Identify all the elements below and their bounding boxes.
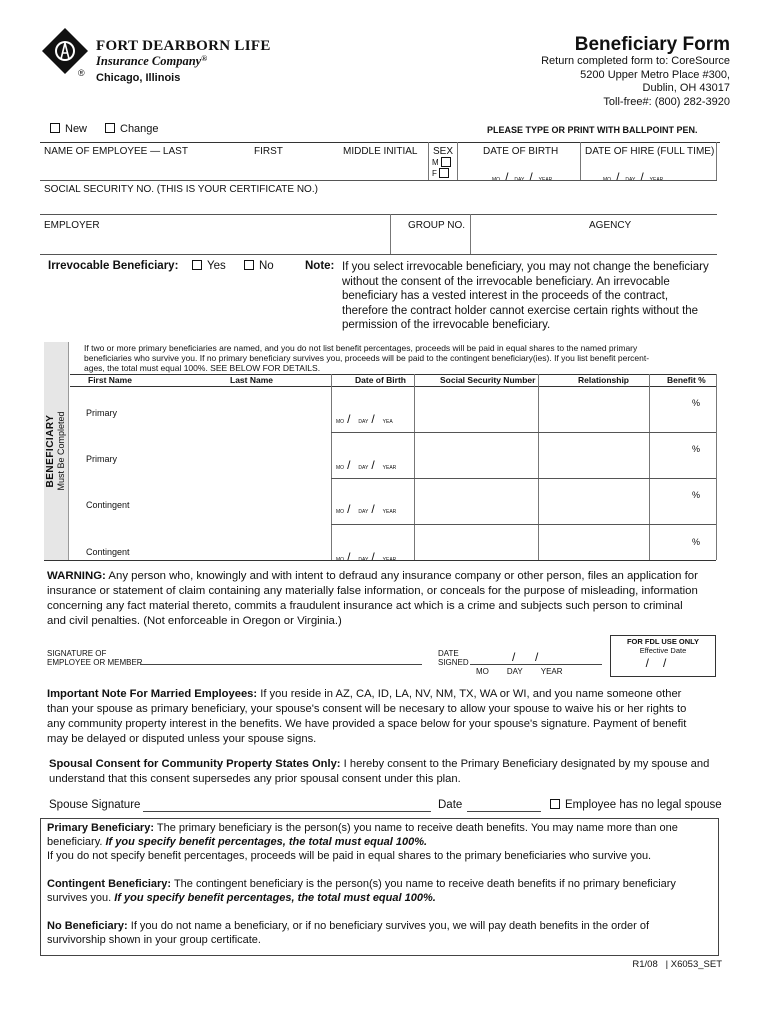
no-label: No [259,260,274,272]
spouse-signature-label: Spouse Signature [49,799,141,811]
dob-date-field[interactable]: MO / DAY / YEAR [492,170,553,184]
irrevocable-yes-option[interactable] [192,260,226,272]
return-line: 5200 Upper Metro Place #300, [580,68,730,81]
date-signed-line[interactable] [470,664,602,665]
beneficiary-dob-field[interactable]: MO / DAY / YEAR [336,458,397,472]
employee-middle-initial-label: MIDDLE INITIAL [343,146,418,157]
col-ssn: Social Security Number [440,375,536,385]
beneficiary-intro: If two or more primary beneficiaries are named, and you do not list benefit percentages, proceeds will be paid in equal shares to the named primary beneficiaries who survive you. If no primary beneficiary survives you, proceeds will be paid to the contingent beneficiary(ies). If you list benefit percent- ages, the total must equal 100%. SEE BELOW FOR DETAILS. [84,343,650,373]
no-legal-spouse-checkbox[interactable] [550,799,560,809]
employee-last-name-label: NAME OF EMPLOYEE — LAST [44,146,188,157]
print-instruction: PLEASE TYPE OR PRINT WITH BALLPOINT PEN. [487,125,698,135]
note-text: If you select irrevocable beneficiary, you may not change the beneficiary without the consent of the irrevocable beneficiary. An irrevocable beneficiary has a vested interest in the proceeds of the contract, therefore the contract holder cannot exercise certain rights without the permission of the irrevocable beneficiary. [342,261,709,331]
change-label: Change [120,123,159,135]
male-label: M [432,158,439,167]
no-legal-spouse-label: Employee has no legal spouse [565,799,722,811]
beneficiary-dob-field[interactable]: MO / DAY / YEAR [336,502,397,516]
contingent-definition: Contingent Beneficiary: The contingent beneficiary is the person(s) you name to receive death benefits if no primary beneficiary survives you. If you specify benefit percentages, the total must equal 100%. [47,878,676,904]
sex-label: SEX [433,146,454,157]
new-label: New [65,123,88,135]
employee-first-name-label: FIRST [254,146,283,157]
col-last-name: Last Name [230,375,273,385]
return-address [541,55,730,109]
company-name: FORT DEARBORN LIFE [96,38,271,54]
married-note: Important Note For Married Employees: If you reside in AZ, CA, ID, LA, NV, NM, TX, WA or WI, and you name someone other than your spouse as primary beneficiary, your spouse's consent will be necesary to allow your spouse to waive his or her rights to any community property interest in the benefits. We have provided a space below for your spouse's signature. Payment of benefit may be delayed or disputed unless your spouse signs. [47,688,687,745]
spousal-consent: Spousal Consent for Community Property States Only: I hereby consent to the Primary Beneficiary designated by my spouse and understand that this consent supersedes any prior spousal consent under this plan. [49,758,710,785]
beneficiary-dob-field[interactable]: MO / DAY / YEAR [336,550,397,564]
female-label: F [432,169,437,178]
company-city: Chicago, Illinois [96,72,181,84]
note-label: Note: [305,260,335,272]
col-first-name: First Name [88,375,132,385]
group-number-label: GROUP NO. [408,220,466,231]
beneficiary-type: Primary [86,408,117,418]
benefit-percent[interactable]: % [692,537,701,547]
col-date-of-birth: Date of Birth [355,375,406,385]
employer-label: EMPLOYER [44,220,100,231]
spouse-signature-line[interactable] [143,811,431,812]
beneficiary-dob-field[interactable]: MO / DAY / YEA [336,412,393,426]
irrevocable-label: Irrevocable Beneficiary: [48,260,179,272]
no-beneficiary-definition: No Beneficiary: If you do not name a beneficiary, or if no beneficiary survives you, we will pay death benefits in the order of survivorship shown in your group certificate. [47,920,650,946]
fdl-use-only-box: FOR FDL USE ONLY Effective Date // [610,635,716,677]
form-revision: R1/08 | X6053_SET [632,959,722,970]
col-relationship: Relationship [578,375,630,385]
col-benefit-pct: Benefit % [667,375,706,385]
date-of-hire-label: DATE OF HIRE (FULL TIME) [585,146,715,157]
male-checkbox[interactable] [441,157,451,167]
ssn-label: SOCIAL SECURITY NO. (THIS IS YOUR CERTIFICATE NO.) [44,184,318,195]
benefit-percent[interactable]: % [692,490,701,500]
date-of-birth-label: DATE OF BIRTH [483,146,559,157]
change-option[interactable] [105,123,159,135]
date-signed-parts: MO DAY YEAR [476,667,563,676]
change-checkbox[interactable] [105,123,115,133]
registered-mark: ® [78,68,85,78]
return-line: Dublin, OH 43017 [642,82,730,94]
return-line: Return completed form to: CoreSource [541,55,730,67]
irrevocable-no-checkbox[interactable] [244,260,254,270]
agency-label: AGENCY [589,220,632,231]
beneficiary-type: Contingent [86,500,130,510]
no-legal-spouse-option[interactable] [550,799,722,811]
yes-label: Yes [207,260,226,272]
employee-signature-line[interactable] [140,664,422,665]
doh-date-field[interactable]: MO / DAY / YEAR [603,170,664,184]
warning-text: WARNING: Any person who, knowingly and with intent to defraud any insurance company or other person, files an application for insurance or statement of claim containing any materially false information, or conceals for the purpose of misleading, information concerning any fact material thereto, commits a fraudulent insurance act which is a crime and subjects such person to criminal and civil penalties. (Not enforceable in Oregon or Virginia.) [47,570,698,627]
new-option[interactable] [50,123,87,135]
sex-male-option[interactable] [432,158,456,167]
company-subtitle: Insurance Company® [96,54,208,68]
date-signed-label: DATE SIGNED [438,649,469,667]
sex-female-option[interactable] [432,169,454,178]
primary-definition: Primary Beneficiary: The primary beneficiary is the person(s) you name to receive death benefits. You may name more than one beneficiary. If you specify benefit percentages, the total must equal 100%. If you do not specify benefit percentages, proceeds will be paid in equal shares to the primary beneficiaries who survive you. [47,822,678,862]
female-checkbox[interactable] [439,168,449,178]
benefit-percent[interactable]: % [692,398,701,408]
new-checkbox[interactable] [50,123,60,133]
benefit-percent[interactable]: % [692,444,701,454]
irrevocable-yes-checkbox[interactable] [192,260,202,270]
beneficiary-row[interactable] [70,386,716,432]
beneficiary-type: Contingent [86,547,130,557]
irrevocable-no-option[interactable] [244,260,274,272]
beneficiary-side-label: BENEFICIARY Must Be Completed [45,411,66,491]
form-title: Beneficiary Form [574,34,730,55]
spouse-date-line[interactable] [467,811,541,812]
employee-signature-label: SIGNATURE OF EMPLOYEE OR MEMBER [47,649,143,667]
return-line: Toll-free#: (800) 282-3920 [603,95,730,108]
beneficiary-type: Primary [86,454,117,464]
spouse-date-label: Date [438,799,463,811]
